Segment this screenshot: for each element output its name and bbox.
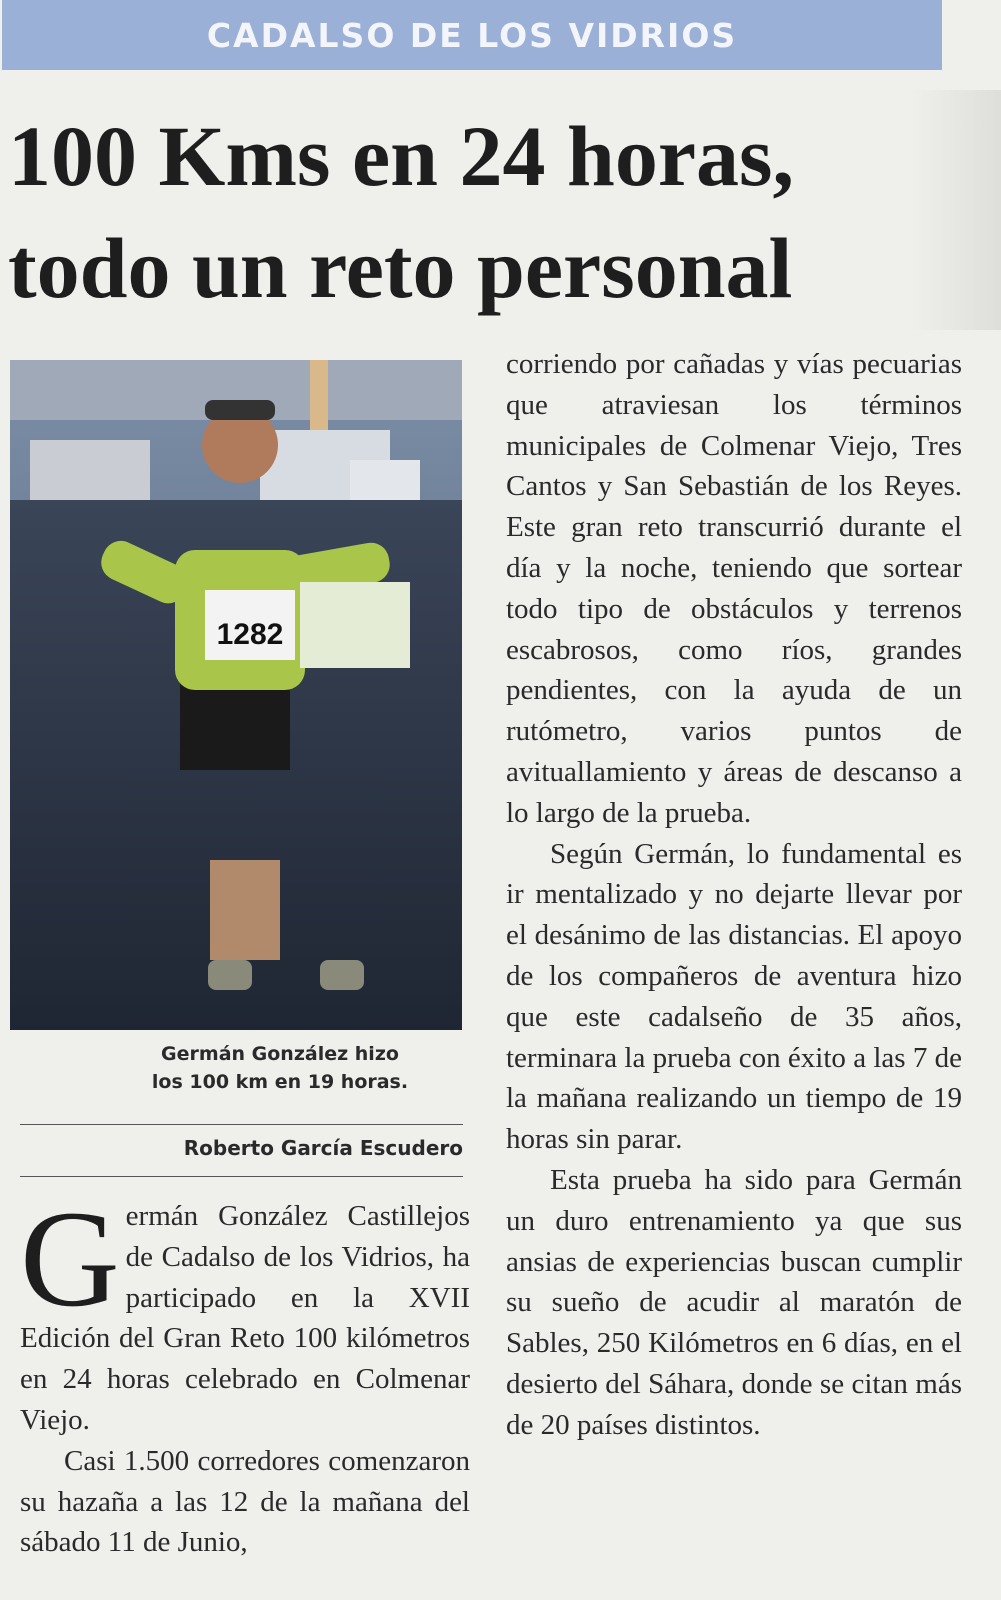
byline: Roberto García Escudero <box>183 1136 463 1160</box>
byline-rule-bottom <box>20 1176 463 1177</box>
paragraph-3: Según Germán, lo fundamental es ir mentalizado y no dejarte llevar por el desánimo de las distancias. El apoyo de los compañeros de aventura hizo que este cadalseño de 35 años, terminara la prueba con éxito a las 7 de la mañana realizando un tiempo de 19 horas sin parar. <box>506 837 962 1156</box>
paragraph-2-continued: corriendo por cañadas y vías pecuarias que atraviesan los términos municipales de Colmenar Viejo, Tres Cantos y San Sebastián de los Reyes. Este gran reto transcurrió durante el día y la noche, teniendo que sortear todo tipo de obstáculos y terrenos escabrosos, como ríos, grandes pendientes, con la ayuda de un rutómetro, varios puntos de avituallamiento y áreas de descanso a lo largo de la prueba. <box>506 348 962 829</box>
paragraph-2-start: Casi 1.500 corredores comenzaron su hazaña a las 12 de la mañana del sábado 11 de Junio, <box>20 1444 470 1559</box>
section-header <box>2 0 942 70</box>
byline-rule-top <box>20 1124 463 1125</box>
article-column-right <box>506 344 962 1446</box>
runner-photo-illustration <box>10 360 462 1030</box>
paragraph-4: Esta prueba ha sido para Germán un duro entrenamiento ya que sus ansias de experiencias buscan cumplir su sueño de acudir al maratón de Sables, 250 Kilómetros en 6 días, en el desierto del Sáhara, donde se citan más de 20 países distintos. <box>506 1163 962 1441</box>
headline-line-2: todo un reto personal <box>8 220 793 316</box>
paragraph-1-text: ermán González Castillejos de Cadalso de los Vidrios, ha participado en la XVII Edición del Gran Reto 100 kilómetros en 24 horas celebrado en Colmenar Viejo. <box>20 1200 470 1436</box>
headline <box>8 100 998 324</box>
headline-line-1: 100 Kms en 24 horas, <box>8 108 794 204</box>
caption-line-1: Germán González hizo <box>161 1043 399 1065</box>
photo-caption <box>100 1040 460 1096</box>
runner-photo <box>10 360 462 1030</box>
article-column-left <box>20 1182 470 1563</box>
bib-number: 1282 <box>216 618 284 651</box>
caption-line-2: los 100 km en 19 horas. <box>151 1071 409 1093</box>
drop-cap: G <box>20 1182 120 1335</box>
paragraph-1 <box>20 1182 470 1441</box>
section-title: CADALSO DE LOS VIDRIOS <box>206 15 738 55</box>
